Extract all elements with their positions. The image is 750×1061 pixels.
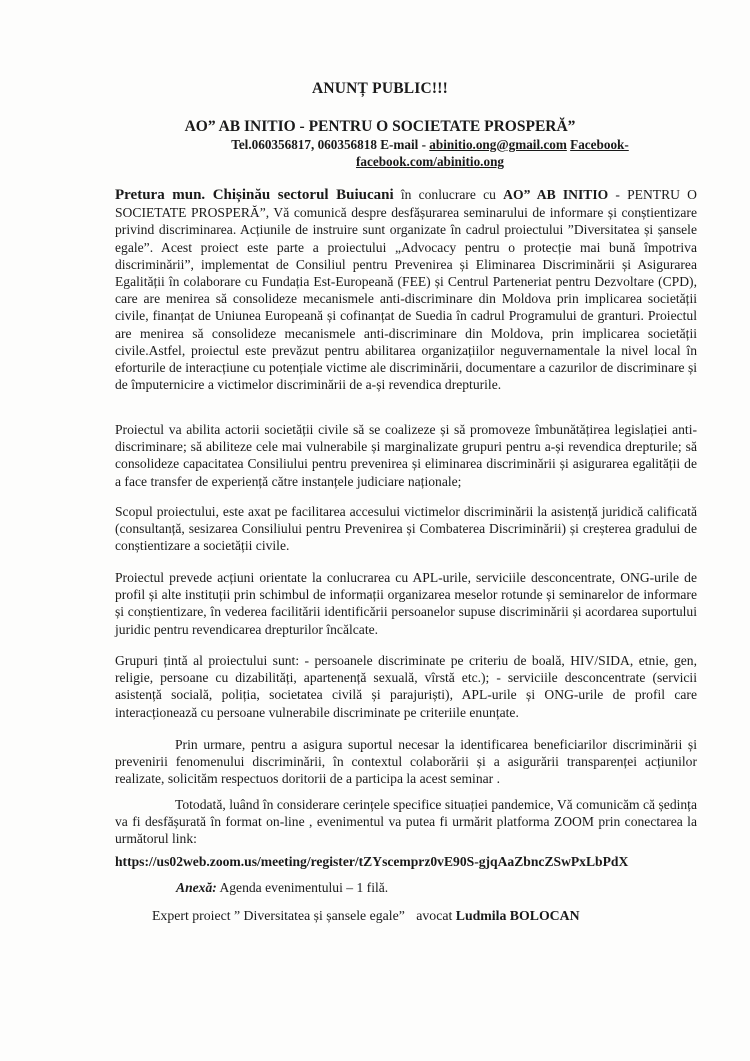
signature-name: Ludmila BOLOCAN: [455, 908, 580, 923]
paragraph-online-format: Totodată, luând în considerare cerințele specifice situației pandemice, Vă comunicăm că ședința va fi desfășurată în format on-line , evenimentul va putea fi urmărit platforma ZOOM prin conectarea la următorul link:: [115, 797, 697, 847]
paragraph-intro-org: AO” AB INITIO: [503, 187, 609, 202]
annex-label: Anexă:: [176, 880, 217, 895]
paragraph-invitation: Prin urmare, pentru a asigura suportul necesar la identificarea beneficiarilor discriminării și prevenirii fenomenului discriminării, în contextul colaborării și a asigurării transparenței acțiunilor realizate, solicităm respectuos doritorii de a participa la acest seminar .: [115, 737, 697, 787]
signature-role: Expert proiect ” Diversitatea și șansele egale”: [152, 908, 405, 923]
annex-line: [176, 880, 388, 896]
annex-text: Agenda evenimentului – 1 filă.: [219, 880, 389, 895]
email-link[interactable]: abinitio.ong@gmail.com: [429, 137, 567, 152]
paragraph-target-groups: Grupuri țintă al proiectului sunt: - persoanele discriminate pe criteriu de boală, HIV/SIDA, etnie, gen, religie, persoane cu dizabilități, apartenență sexuală, vîrstă etc.); - serviciile desconcentrate (servicii asistență socială, poliția, societatea civilă și parajuriști), APL-urile și ONG-urile de profil care interacționează cu persoane vulnerabile discriminate pe criteriile enunțate.: [115, 653, 697, 720]
zoom-registration-link[interactable]: https://us02web.zoom.us/meeting/register/tZYscemprz0vE90S-gjqAaZbncZSwPxLbPdX: [115, 854, 629, 869]
paragraph-project-actions: Proiectul prevede acțiuni orientate la conlucrarea cu APL-urile, serviciile desconcentrate, ONG-urile de profil și alte instituții prin schimbul de informații organizarea meselor rotunde și seminarelor de informare și conștientizare, în vederea facilitării identificării persoanelor supuse discriminării și acordarea suportului juridic pentru revendicarea drepturilor încălcate.: [115, 570, 697, 637]
facebook-label[interactable]: Facebook-: [570, 137, 629, 152]
facebook-link[interactable]: facebook.com/abinitio.ong: [356, 154, 504, 169]
document-title: ANUNȚ PUBLIC!!!: [311, 80, 449, 97]
signature-line: [152, 908, 580, 924]
paragraph-project-scope: Scopul proiectului, este axat pe facilitarea accesului victimelor discriminării la asistență juridică calificată (consultanță, sesizarea Consiliului pentru Prevenirea și Combaterea Discriminării) și creșterea gradului de conștientizare a societății civile.: [115, 504, 697, 554]
organization-name: AO” AB INITIO - PENTRU O SOCIETATE PROSPERĂ”: [184, 118, 576, 135]
paragraph-intro: [115, 186, 697, 393]
paragraph-project-goals: Proiectul va abilita actorii societății civile să se coalizeze și să promoveze îmbunătățirea legislației anti-discriminare; să abiliteze cele mai vulnerabile și marginalizate grupuri pentru a-și revendica drepturile; să consolideze capacitatea Consiliului pentru prevenirea și eliminarea discriminării și asigurarea egalității de a face transfer de experiență către instanțele judiciare naționale;: [115, 422, 697, 489]
paragraph-intro-text: - PENTRU O SOCIETATE PROSPERĂ”, Vă comunică despre desfășurarea seminarului de informare și conștientizare privind discriminarea. Acțiunile de instruire sunt organizate în cadrul proiectului ”Diversitatea și șansele egale”. Acest proiect este parte a proiectului „Advocacy pentru o protecție mai bună împotriva discriminării”, implementat de Consiliul pentru Prevenirea și Eliminarea Discriminării și Asigurarea Egalității în colaborare cu Fundația Est-Europeană (FEE) și Centrul Parteneriat pentru Dezvoltare (CPD), care are menirea să consolideze mecanismele anti-discriminare din Moldova prin implicarea societății civile, finanțat de Uniunea Europeană și cofinanțat de Suedia în cadrul Programului de granturi. Proiectul are menirea să consolideze mecanismele anti-discriminare din Moldova, prin implicarea societății civile.Astfel, proiectul este prevăzut pentru abilitarea organizațiilor neguvernamentale la nivel local în eforturile de interacțiune cu potențiale victime ale discriminării, documentare a cazurilor de discriminare și de împuternicire a victimelor discriminării de a-și revendica drepturile.: [115, 187, 698, 393]
contact-info: [170, 136, 690, 170]
paragraph-intro-lead: Pretura mun. Chișinău sectorul Buiucani: [115, 187, 394, 203]
paragraph-intro-connector: în conlucrare cu: [400, 187, 496, 202]
phone-text: Tel.060356817, 060356818 E-mail -: [231, 137, 426, 152]
signature-title: avocat: [416, 908, 453, 923]
